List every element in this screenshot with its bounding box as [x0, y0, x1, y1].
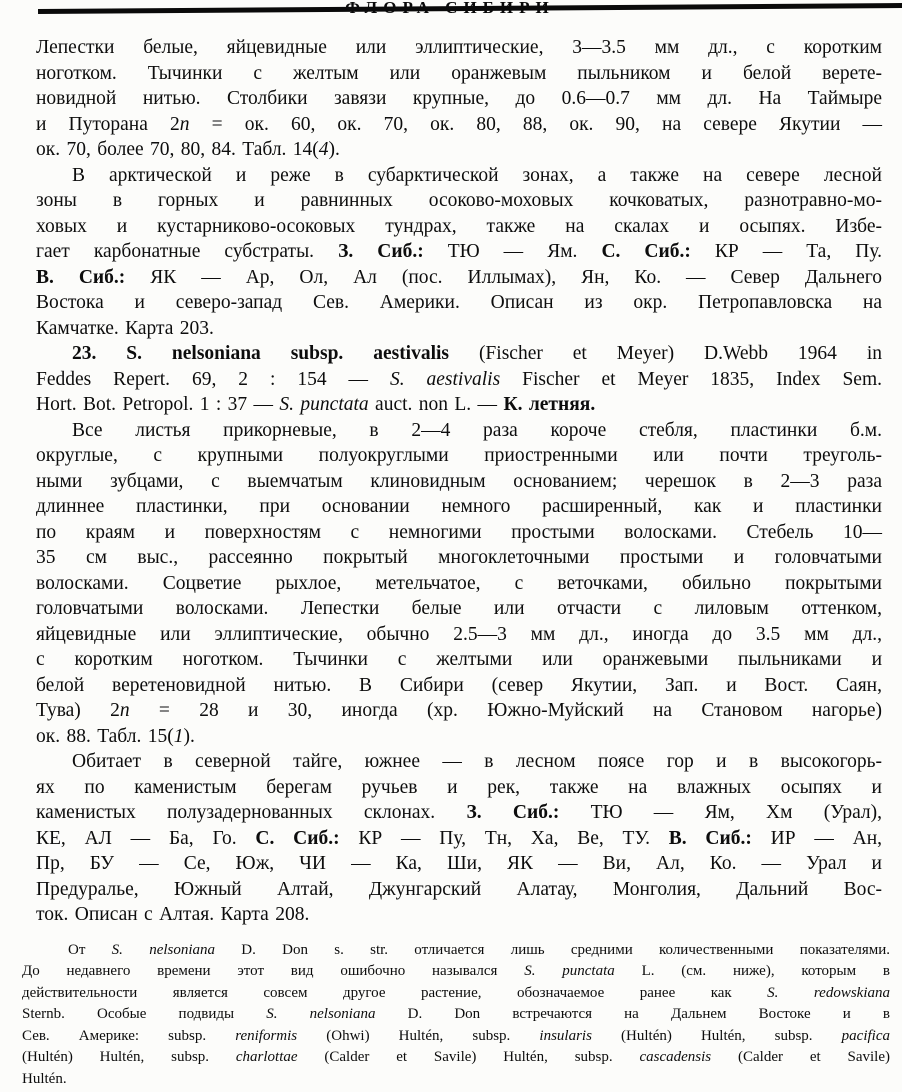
text-line [36, 418, 882, 444]
text-segment: КЕ, АЛ — Ба, Го. [36, 827, 256, 849]
text-segment: S. redowskiana [767, 984, 890, 1001]
text-segment: округлые, с крупными полуокруглыми приостренными или почти треуголь- [36, 445, 882, 466]
text-segment: головчатыми волосками. Лепестки белые или отчасти с лиловым оттенком, [36, 598, 882, 619]
text-segment: S. punctata [524, 963, 615, 979]
text-segment: ными зубцами, с выемчатым клиновидным основанием; черешок в 2—3 раза [36, 470, 882, 492]
text-line [36, 571, 882, 597]
text-segment: ЯК — Ар, Ол, Ал (пос. Иллымах), Ян, Ко. — Север Дальнего [125, 266, 882, 288]
text-segment: L. (см. ниже), которым в [614, 963, 890, 979]
text-segment: ховых и кустарниково-осоковых тундрах, также на скалах и осыпях. Избе- [36, 215, 882, 237]
text-segment: D. Don s. str. отличается лишь средними количественными показателями. [215, 941, 891, 958]
text-segment: ТЮ — Ям. [423, 241, 602, 262]
text-line [36, 137, 882, 163]
paragraph-species-23-heading [36, 341, 882, 418]
text-segment: каменистых полузадернованных склонах. [36, 802, 467, 823]
text-segment: ток. Описан с Алтая. Карта 208. [36, 904, 310, 925]
text-segment: reniformis [235, 1027, 298, 1044]
text-segment: S. nelsoniana [266, 1006, 376, 1022]
text-segment: с коротким ноготком. Тычинки с желтыми или оранжевыми пыльниками и [36, 649, 882, 670]
text-segment: ок. 88. Табл. 15( [36, 725, 174, 747]
text-segment: З. Сиб.: [466, 802, 560, 823]
text-segment: ноготком. Тычинки с желтым или оранжевым пыльником и белой верете- [36, 62, 882, 84]
text-segment: D. Don встречаются на Дальнем Востоке и в [375, 1006, 890, 1022]
text-line [36, 622, 882, 648]
text-line [36, 163, 882, 189]
text-segment: З. Сиб.: [338, 241, 424, 262]
text-segment: ). [328, 139, 340, 160]
text-line [36, 877, 882, 903]
text-line [36, 800, 882, 826]
text-block [22, 35, 891, 1090]
text-segment: КР — Та, Пу. [690, 241, 882, 262]
text-segment: С. Сиб.: [601, 241, 691, 262]
text-line [36, 673, 882, 699]
text-segment: Предуралье, Южный Алтай, Джунгарский Алатау, Монголия, Дальний Вос- [36, 878, 882, 900]
text-segment: С. Сиб.: [255, 827, 340, 849]
text-line [22, 961, 890, 983]
text-line [36, 239, 882, 265]
text-segment: 35 см выс., рассеянно покрытый многоклеточными простыми и головчатыми [36, 547, 882, 568]
text-line [36, 851, 882, 877]
text-segment: ). [183, 725, 195, 747]
text-segment: В арктической и реже в субарктической зонах, а также на севере лесной [72, 164, 882, 186]
text-line [36, 724, 882, 750]
text-line [36, 341, 882, 367]
text-segment: гает карбонатные субстраты. [36, 241, 339, 262]
text-line [22, 1069, 890, 1091]
text-segment: Сев. Америке: subsp. [22, 1027, 236, 1044]
text-segment: (Hultén) Hultén, subsp. [591, 1027, 842, 1044]
text-segment: insularis [539, 1027, 592, 1044]
text-line [36, 316, 882, 342]
text-segment: 1 [173, 725, 184, 747]
text-line [36, 826, 882, 852]
text-segment: Sternb. Особые подвиды [22, 1006, 267, 1022]
text-segment: S. aestivalis [389, 368, 501, 390]
text-segment: 4 [318, 139, 329, 160]
text-line [36, 775, 882, 801]
text-line [36, 265, 882, 291]
text-line [36, 112, 882, 138]
text-segment: длиннее пластинки, при основании немного расширенный, как и пластинки [36, 496, 882, 517]
text-segment: Все листья прикорневые, в 2—4 раза короче стебля, пластинки б.м. [72, 419, 882, 441]
text-line [36, 35, 882, 61]
text-segment: pacifica [841, 1027, 890, 1044]
text-line [22, 983, 890, 1005]
text-segment: (Hultén) Hultén, subsp. [22, 1049, 236, 1065]
text-line [36, 392, 882, 418]
text-line [36, 469, 882, 495]
text-segment: Hort. Bot. Petropol. 1 : 37 — [36, 394, 280, 415]
text-segment: (Fischer et Meyer) D.Webb 1964 in [449, 343, 882, 364]
text-line [36, 188, 882, 214]
text-line [36, 749, 882, 775]
text-line [36, 902, 882, 928]
text-segment: яйцевидные или эллиптические, обычно 2.5—3 мм дл., иногда до 3.5 мм дл., [36, 623, 882, 645]
paragraph-habitat-distribution-map-203 [36, 163, 882, 342]
text-segment: белой веретеновидной нитью. В Сибири (север Якутии, Зап. и Вост. Саян, [36, 674, 882, 696]
text-segment: В. Сиб.: [36, 266, 126, 288]
text-segment: n [119, 700, 130, 721]
text-line [36, 596, 882, 622]
text-segment: Востока и северо-запад Сев. Америки. Описан из окр. Петропавловска на [36, 292, 882, 313]
paragraph-taxonomic-note [22, 940, 890, 1091]
text-line [36, 367, 882, 393]
text-segment: (Calder et Savile) [711, 1049, 890, 1065]
text-line [22, 940, 890, 962]
text-segment: n [179, 113, 190, 135]
text-segment: 23. S. nelsoniana subsp. aestivalis [72, 343, 450, 364]
text-line [36, 520, 882, 546]
text-segment: ТЮ — Ям, Хм (Урал), [559, 802, 882, 823]
text-line [36, 86, 882, 112]
text-segment: cascadensis [639, 1049, 712, 1065]
text-segment: Пр, БУ — Се, Юж, ЧИ — Ка, Ши, ЯК — Ви, Ал, Ко. — Урал и [36, 853, 882, 874]
text-segment: S. punctata [279, 394, 369, 415]
text-segment: От [68, 941, 112, 958]
text-segment: Feddes Repert. 69, 2 : 154 — [36, 368, 390, 390]
text-line [36, 61, 882, 87]
text-segment: и Путорана 2 [36, 113, 180, 135]
text-line [22, 1047, 890, 1069]
text-segment: Hultén. [22, 1070, 67, 1087]
text-segment: В. Сиб.: [668, 827, 752, 849]
text-segment: волосками. Соцветие рыхлое, метельчатое, с веточками, обильно покрытыми [36, 572, 882, 594]
text-line [36, 290, 882, 316]
text-segment: S. nelsoniana [111, 941, 216, 958]
text-segment: = 28 и 30, иногда (хр. Южно-Муйский на Становом нагорье) [129, 700, 882, 721]
text-line [22, 1004, 890, 1026]
text-segment: Обитает в северной тайге, южнее — в лесном поясе гор и в высокогорь- [72, 751, 882, 772]
text-line [36, 443, 882, 469]
paragraph-species-23-description [36, 418, 882, 750]
text-segment: Тува) 2 [36, 700, 120, 721]
text-segment: = ок. 60, ок. 70, ок. 80, 88, ок. 90, на севере Якутии — [189, 113, 882, 135]
paragraph-petals-description [36, 35, 882, 163]
text-segment: ок. 70, более 70, 80, 84. Табл. 14( [36, 139, 319, 160]
text-line [36, 214, 882, 240]
paragraph-species-23-distribution-map-208 [36, 749, 882, 928]
text-segment: действительности является совсем другое растение, обозначаемое ранее как [22, 984, 768, 1001]
text-segment: (Calder et Savile) Hultén, subsp. [297, 1049, 640, 1065]
text-segment: новидной нитью. Столбики завязи крупные, до 0.6—0.7 мм дл. На Таймыре [36, 88, 882, 109]
text-segment: charlottae [235, 1049, 298, 1065]
text-segment: До недавнего времени этот вид ошибочно назывался [22, 963, 525, 979]
text-segment: (Ohwi) Hultén, subsp. [297, 1027, 540, 1044]
text-line [22, 1026, 890, 1048]
text-segment: auct. non L. — [368, 394, 504, 415]
text-line [36, 494, 882, 520]
text-segment: Fischer et Meyer 1835, Index Sem. [500, 368, 882, 390]
text-segment: Камчатке. Карта 203. [36, 317, 214, 339]
text-segment: ИР — Ан, [751, 827, 883, 849]
text-segment: Лепестки белые, яйцевидные или эллиптические, 3—3.5 мм дл., с коротким [36, 37, 882, 58]
text-segment: ях по каменистым берегам ручьев и рек, также на влажных осыпях и [36, 776, 882, 798]
text-line [36, 545, 882, 571]
text-line [36, 698, 882, 724]
text-line [36, 647, 882, 673]
text-segment: К. летняя. [503, 394, 596, 415]
text-segment: КР — Пу, Тн, Ха, Ве, ТУ. [339, 827, 669, 849]
text-segment: зоны в горных и равнинных осоково-моховых кочковатых, разнотравно-мо- [36, 190, 882, 211]
text-segment: по краям и поверхностям с немногими простыми волосками. Стебель 10— [36, 521, 882, 543]
